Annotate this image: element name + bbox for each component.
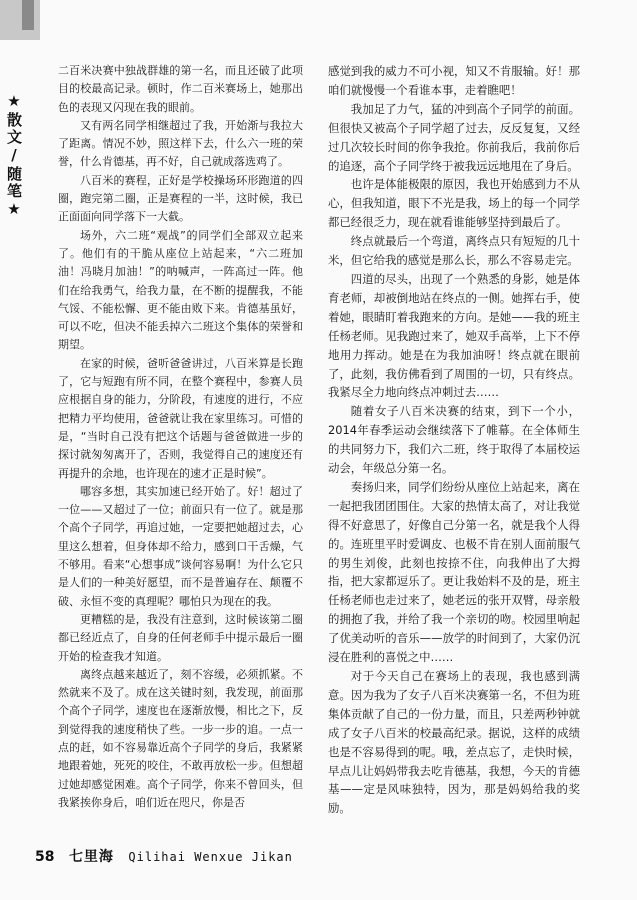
paragraph: 感觉到我的威力不可小视，知又不肯服输。好！那咱们就慢慢一个看谁本事，走着瞧吧！: [328, 64, 580, 97]
page-number: 58: [35, 849, 55, 865]
paragraph: 在家的时候，爸听爸爸讲过，八百米算是长跑了，它与短跑有所不同，在整个赛程中，参赛人员应根据自身的能力，分阶段，有速度的进行，不应把精力平均使用，爸爸就让我在家里练习。可惜的是，“当时自己没有把这个话题与爸爸做进一步的探讨就匆匆离开了，否则，我觉得自己的速度还有再提升的余地，也许现在的速才正是时候”。: [58, 356, 303, 480]
section-tag: ★散文/随笔★: [5, 92, 23, 220]
magazine-latin-name: Qilihai Wenxue Jikan: [128, 850, 293, 864]
paragraph: 也许是体能极限的原因，我也开始感到力不从心，但我知道，眼下不光是我，场上的每一个同学都已经很乏力，现在就看谁能够坚持到最后了。: [328, 177, 580, 230]
paragraph: 终点就最后一个弯道，离终点只有短短的几十米，但它给我的感觉是那么长，那么不容易走完。: [328, 234, 580, 268]
magazine-name: 七里海: [68, 849, 114, 865]
paragraph: 我加足了力气，猛的冲到高个子同学的前面。但很快又被高个子同学超了过去，反反复复，又经过几次较长时间的你争我抢。你前我后，我前你后的追逐，高个子同学终于被我远远地甩在了身后。: [328, 101, 580, 173]
paragraph: 二百米决赛中独战群雄的第一名，而且还破了此项目的校最高记录。顿时，作二百米赛场上，她那出色的表现又闪现在我的眼前。: [58, 64, 303, 114]
paragraph: 哪容多想，其实加速已经开始了。好！超过了一位——又超过了一位；前面只有一位了。就是那个高个子同学，再追过她，一定要把她超过去，心里这么想着，但身体却不给力，感到口干舌燥，气不够用。看来“心想事成”谈何容易啊！为什么它只是人们的一种美好愿望，而不是普遍存在、颠覆不破、永恒不变的真理呢？哪怕只为现在的我。: [58, 484, 303, 608]
paragraph: 奏扬归来，同学们纷纷从座位上站起来，离在一起把我团团围住。大家的热情太高了，对让我觉得不好意思了，好像自己分第一名，就是我个人得的。连班里平时爱调皮、也极不肯在别人面前服气的男生刘俊，此刻也按捺不住，向我伸出了大拇指，把大家都逗乐了。更让我始料不及的是，班主任杨老师也走过来了，她老远的张开双臂，母亲般的拥抱了我，并给了我一个亲切的吻。校园里响起了优美动听的音乐——放学的时间到了，大家仍沉浸在胜利的喜悦之中……: [328, 479, 580, 665]
paragraph: 对于今天自己在赛场上的表现，我也感到满意。因为我为了女子八百米决赛第一名，不但为班集体贡献了自己的一份力量，而且，只差两秒钟就成了女子八百米的校最高纪录。据说，这样的成绩也是不容易得到的呢。哦，差点忘了，走快时候，早点儿让妈妈带我去吃肯德基，我想，今天的肯德基——定是风味独特，因为，那是妈妈给我的奖励。: [328, 669, 580, 816]
page-footer: [35, 846, 293, 866]
left-column: [58, 62, 303, 812]
paragraph: 随着女子八百米决赛的结束，到下一个小，2014年春季运动会继续落下了帷幕。在全体师生的共同努力下，我们六二班，终于取得了本届校运动会，年级总分第一名。: [328, 404, 580, 476]
paragraph: 四道的尽头，出现了一个熟悉的身影，她是体育老师，却被倒地站在终点的一侧。她挥右手，使着她，眼睛盯着我跑来的方向。是她——我的班主任杨老师。见我跑过来了，她双手高举，上下不停地用力挥动。她是在为我加油呀！终点就在眼前了，此刻，我仿佛看到了周围的一切，只有终点。我紧尽全力地向终点冲刺过去……: [328, 271, 580, 400]
corner-decoration: [0, 0, 40, 40]
paragraph: 更糟糕的是，我没有注意到，这时候该第二圈都已经近点了，自身的任何老师手中提示最后一圈开始的检查我才知道。: [58, 612, 303, 663]
paragraph: 八百米的赛程，正好是学校操场环形跑道的四圈，跑完第二圈，正是赛程的一半，这时候，我已正面面向同学落下一大截。: [58, 173, 303, 224]
paragraph: 又有两名同学相继超过了我，开始渐与我拉大了距离。情况不妙，照这样下去，什么六一班的荣誉，什么肯德基，再不好，自己就成落选鸡了。: [58, 118, 303, 169]
right-column: [328, 62, 580, 818]
paragraph: 场外，六二班“观战”的同学们全部双立起来了。他们有的干脆从座位上站起来，“六二班加油！冯晓月加油！”的呐喊声，一阵高过一阵。他们在给我勇气，给我力量，在不断的提醒我，不能气馁、不能松懈、更不能由败下来。肯德基虽好，可以不吃，但决不能丢掉六二班这个集体的荣誉和期望。: [58, 228, 303, 352]
paragraph: 离终点越来越近了，刻不容缓，必须抓紧。不然就来不及了。成在这关键时刻，我发现，前面那个高个子同学，速度也在逐渐放慢，相比之下，反到觉得我的速度稍快了些。一步一步的追。一点一点的赶，如不容易靠近高个子同学的身后，我紧紧地跟着她，死死的咬住，不敢再放松一步。但想超过她却感觉困难。高个子同学，你来不曾回头，但我紧挨你身后，咱们近在咫尺，你是否: [58, 667, 303, 809]
